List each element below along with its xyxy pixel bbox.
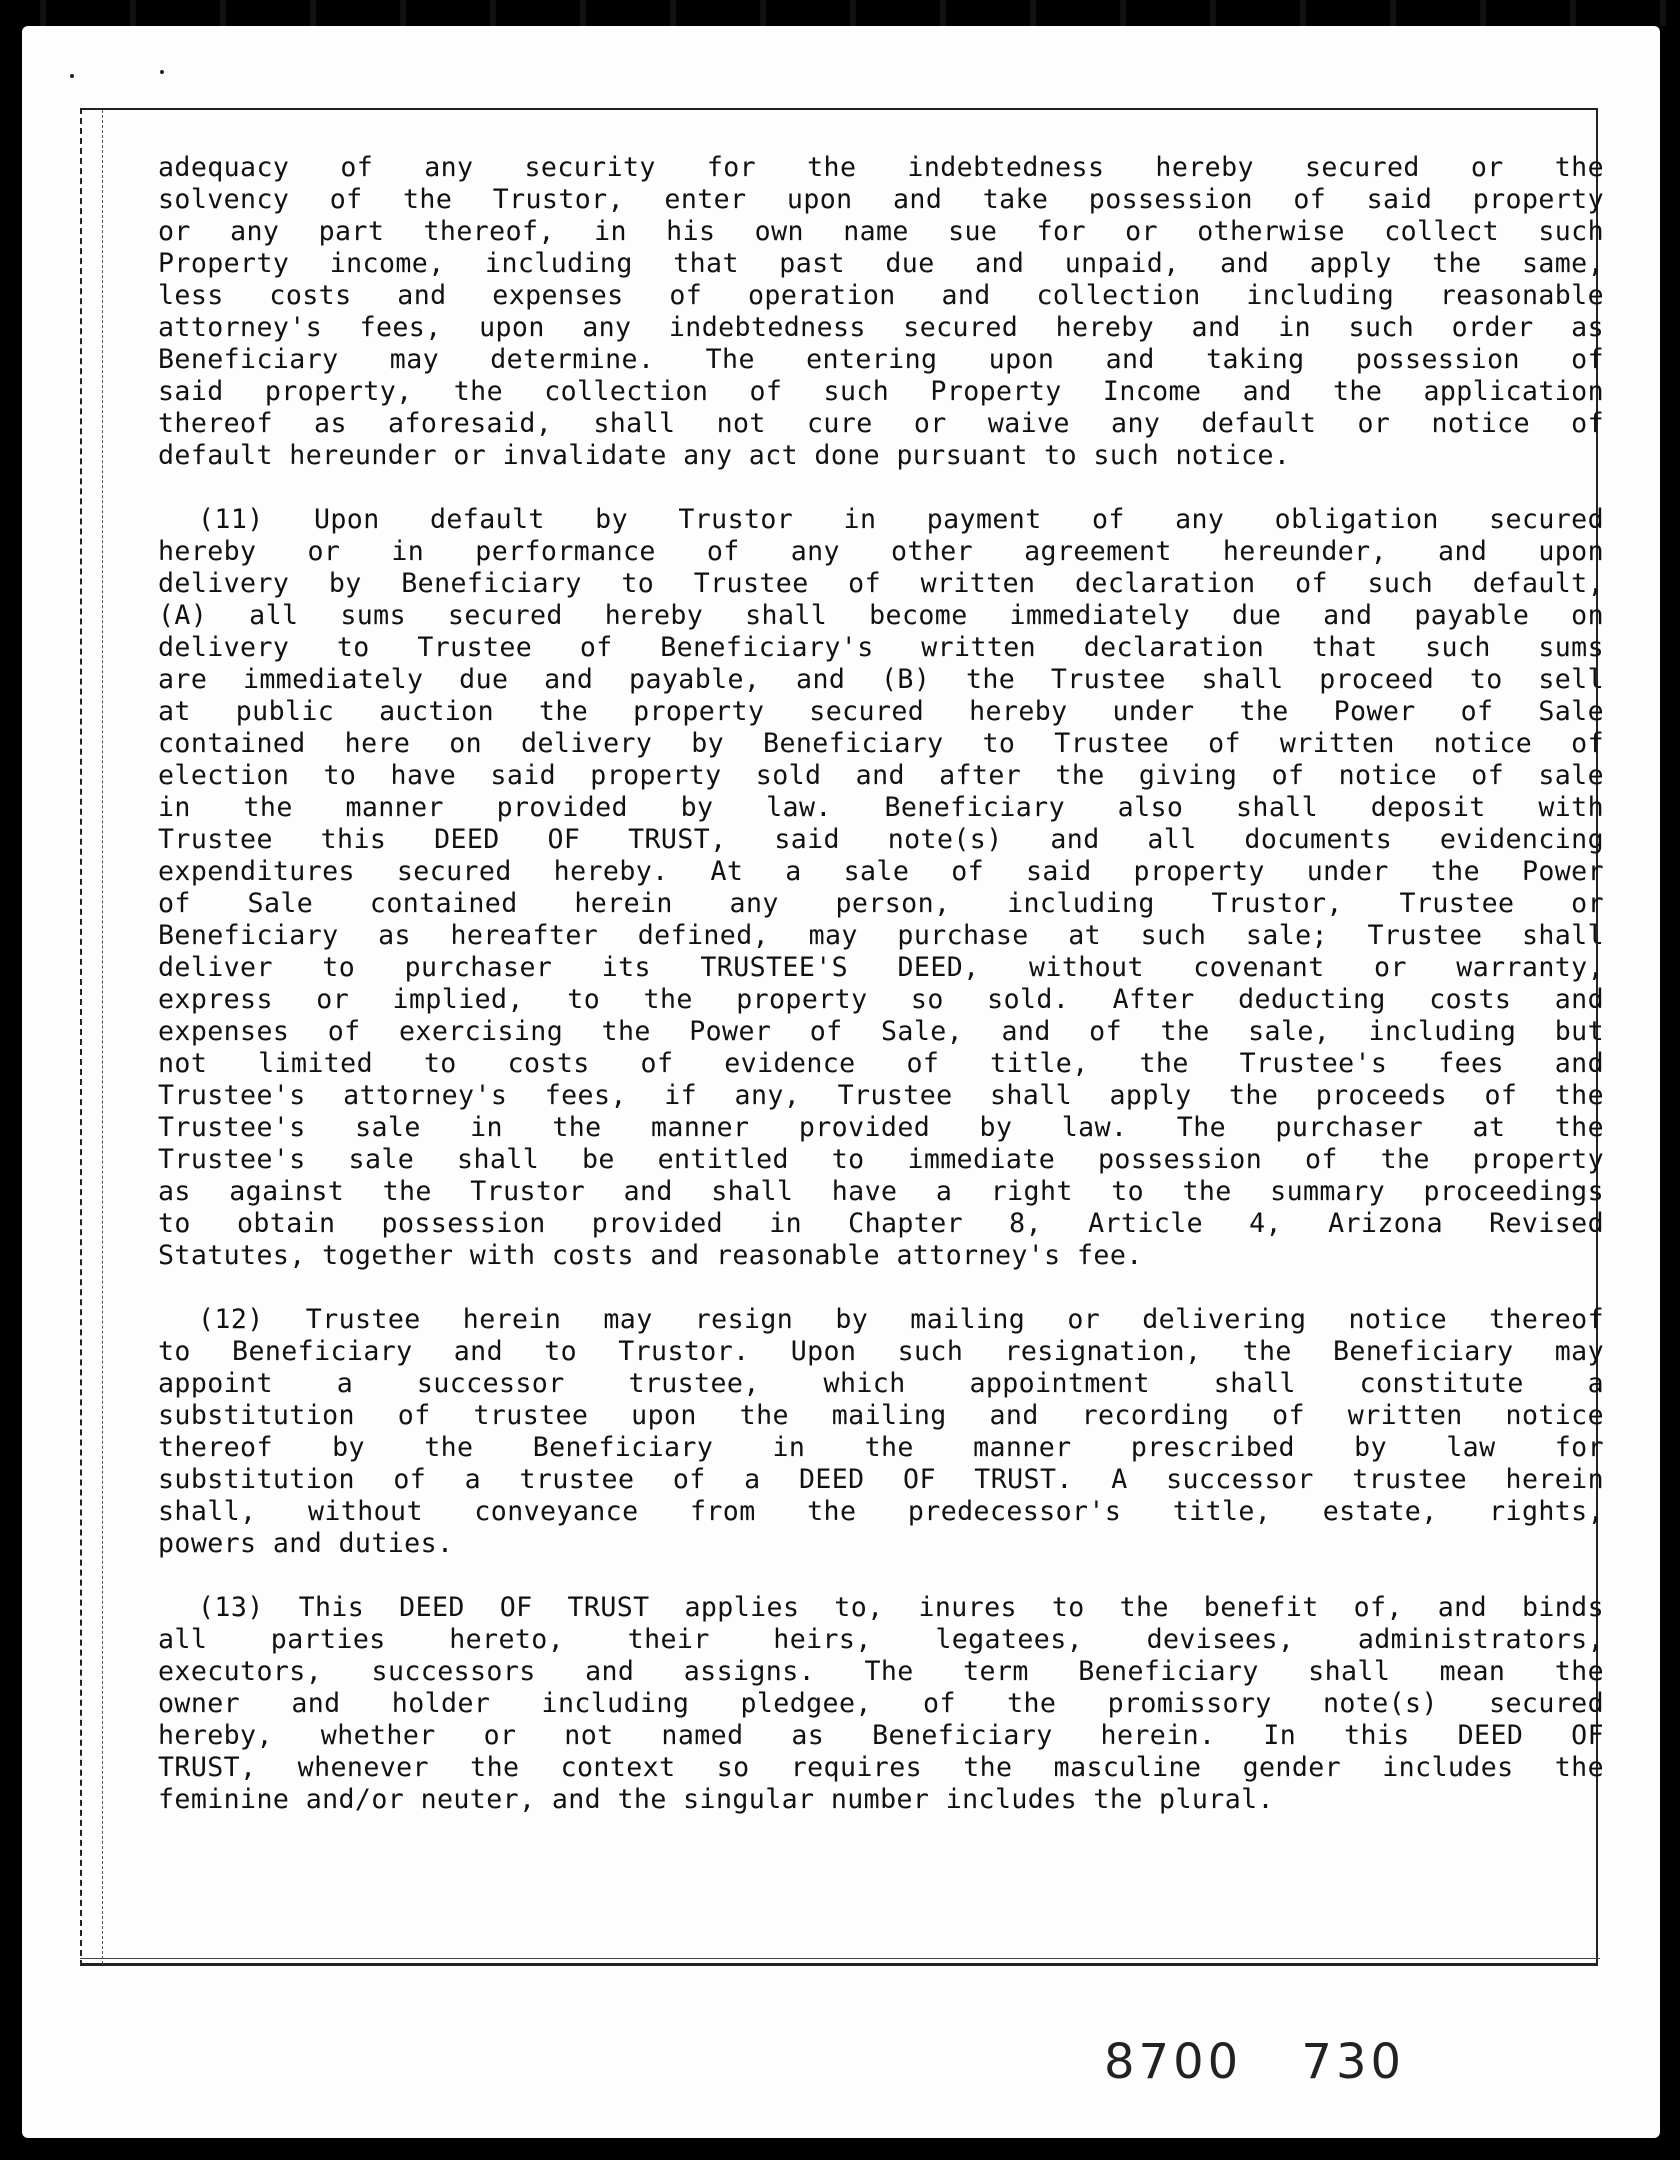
- text-line: Statutes, together with costs and reasonable attorney's fee.: [158, 1240, 1143, 1271]
- text-line: shall, without conveyance from the predecessor's title, estate, rights,: [158, 1496, 1604, 1527]
- text-line: at public auction the property secured hereby under the Power of Sale: [158, 696, 1604, 727]
- paragraph-11: [158, 504, 1604, 1272]
- text-line: in the manner provided by law. Beneficiary also shall deposit with: [158, 792, 1604, 823]
- text-line: to Beneficiary and to Trustor. Upon such resignation, the Beneficiary may: [158, 1336, 1604, 1367]
- text-line: election to have said property sold and after the giving of notice of sale: [158, 760, 1604, 791]
- page-border-inner: [102, 110, 104, 1964]
- text-line: TRUST, whenever the context so requires the masculine gender includes the: [158, 1752, 1604, 1783]
- text-line: or any part thereof, in his own name sue for or otherwise collect such: [158, 216, 1604, 247]
- text-line: solvency of the Trustor, enter upon and take possession of said property: [158, 184, 1604, 215]
- document-body: [158, 152, 1604, 1848]
- text-line: (13) This DEED OF TRUST applies to, inures to the benefit of, and binds: [198, 1592, 1604, 1623]
- text-line: Beneficiary as hereafter defined, may purchase at such sale; Trustee shall: [158, 920, 1604, 951]
- scan-noise-top: [0, 0, 1680, 26]
- text-line: of Sale contained herein any person, including Trustor, Trustee or: [158, 888, 1604, 919]
- text-line: Beneficiary may determine. The entering upon and taking possession of: [158, 344, 1604, 375]
- text-line: express or implied, to the property so sold. After deducting costs and: [158, 984, 1604, 1015]
- text-line: substitution of trustee upon the mailing and recording of written notice: [158, 1400, 1604, 1431]
- text-line: thereof as aforesaid, shall not cure or waive any default or notice of: [158, 408, 1604, 439]
- text-line: contained here on delivery by Beneficiary to Trustee of written notice of: [158, 728, 1604, 759]
- text-line: said property, the collection of such Property Income and the application: [158, 376, 1604, 407]
- text-line: Trustee's attorney's fees, if any, Trustee shall apply the proceeds of the: [158, 1080, 1604, 1111]
- text-line: owner and holder including pledgee, of the promissory note(s) secured: [158, 1688, 1604, 1719]
- text-line: (11) Upon default by Trustor in payment of any obligation secured: [198, 504, 1604, 535]
- scan-speck: [70, 74, 74, 78]
- text-line: powers and duties.: [158, 1528, 454, 1559]
- page-border-bottom-rule: [80, 1958, 1600, 1959]
- text-line: (A) all sums secured hereby shall become immediately due and payable on: [158, 600, 1604, 631]
- text-line: to obtain possession provided in Chapter 8, Article 4, Arizona Revised: [158, 1208, 1604, 1239]
- paragraph-13: [158, 1592, 1604, 1816]
- text-line: expenses of exercising the Power of Sale, and of the sale, including but: [158, 1016, 1604, 1047]
- text-line: deliver to purchaser its TRUSTEE'S DEED, without covenant or warranty,: [158, 952, 1604, 983]
- text-line: delivery by Beneficiary to Trustee of written declaration of such default,: [158, 568, 1604, 599]
- scan-speck: [160, 70, 164, 74]
- page-number: 8700 730: [1104, 2034, 1406, 2090]
- text-line: adequacy of any security for the indebtedness hereby secured or the: [158, 152, 1604, 183]
- text-line: substitution of a trustee of a DEED OF TRUST. A successor trustee herein: [158, 1464, 1604, 1495]
- text-line: delivery to Trustee of Beneficiary's written declaration that such sums: [158, 632, 1604, 663]
- text-line: less costs and expenses of operation and collection including reasonable: [158, 280, 1604, 311]
- text-line: expenditures secured hereby. At a sale of said property under the Power: [158, 856, 1604, 887]
- text-line: hereby, whether or not named as Beneficiary herein. In this DEED OF: [158, 1720, 1604, 1751]
- text-line: thereof by the Beneficiary in the manner prescribed by law for: [158, 1432, 1604, 1463]
- text-line: are immediately due and payable, and (B) the Trustee shall proceed to sell: [158, 664, 1604, 695]
- text-line: not limited to costs of evidence of title, the Trustee's fees and: [158, 1048, 1604, 1079]
- text-line: Trustee's sale shall be entitled to immediate possession of the property: [158, 1144, 1604, 1175]
- text-line: Trustee this DEED OF TRUST, said note(s) and all documents evidencing: [158, 824, 1604, 855]
- text-line: attorney's fees, upon any indebtedness secured hereby and in such order as: [158, 312, 1604, 343]
- paragraph-continued: [158, 152, 1604, 472]
- text-line: Property income, including that past due and unpaid, and apply the same,: [158, 248, 1604, 279]
- text-line: Trustee's sale in the manner provided by law. The purchaser at the: [158, 1112, 1604, 1143]
- text-line: hereby or in performance of any other agreement hereunder, and upon: [158, 536, 1604, 567]
- text-line: executors, successors and assigns. The term Beneficiary shall mean the: [158, 1656, 1604, 1687]
- text-line: appoint a successor trustee, which appointment shall constitute a: [158, 1368, 1604, 1399]
- paragraph-12: [158, 1304, 1604, 1560]
- text-line: all parties hereto, their heirs, legatees, devisees, administrators,: [158, 1624, 1604, 1655]
- text-line: as against the Trustor and shall have a right to the summary proceedings: [158, 1176, 1604, 1207]
- text-line: feminine and/or neuter, and the singular number includes the plural.: [158, 1784, 1274, 1815]
- text-line: (12) Trustee herein may resign by mailing or delivering notice thereof: [198, 1304, 1604, 1335]
- text-line: default hereunder or invalidate any act done pursuant to such notice.: [158, 440, 1291, 471]
